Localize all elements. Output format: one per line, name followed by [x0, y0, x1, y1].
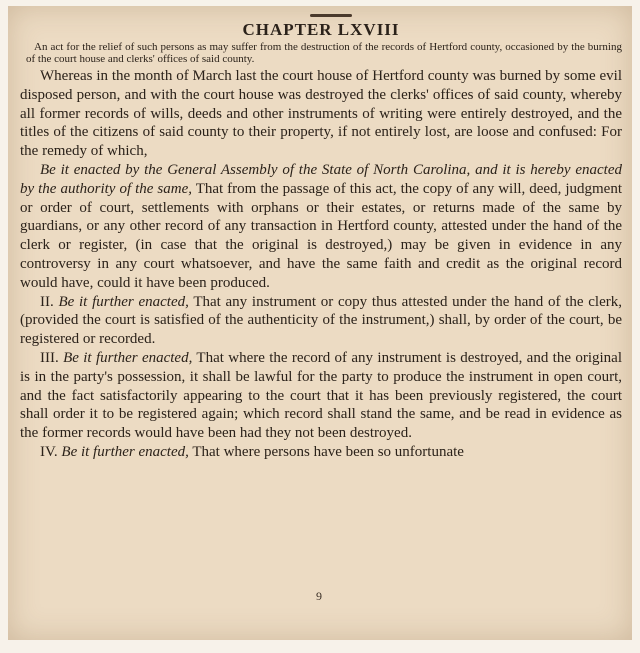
- section-3-paragraph: [20, 349, 622, 443]
- page-number: 9: [316, 589, 322, 603]
- enacting-clause: Be it further enacted,: [58, 293, 189, 310]
- section-1-paragraph: [20, 161, 622, 293]
- section-number: II.: [40, 293, 59, 310]
- act-summary: An act for the relief of such persons as may suffer from the destruction of the records of Hertford county, occasioned by the burning of the court house and clerks' offices of said county.: [26, 41, 622, 65]
- document-body: [20, 20, 622, 462]
- section-number: III.: [40, 349, 64, 366]
- section-2-paragraph: [20, 293, 622, 349]
- paragraph-text: That from the passage of this act, the copy of any will, deed, judgment or order of court, settlements with orphans or their estates, or returns made of the same by guardians, or any other record of any transaction in Hertford county, attested under the hand of the clerk or register, (in case that the original is destroyed,) may be given in evidence in any controversy in any court whatsoever, and have the same faith and credit as the original record would have, could it have been produced.: [20, 180, 622, 291]
- document-page: [8, 6, 632, 640]
- paragraph-text: That any instrument or copy thus attested under the hand of the clerk, (provided the court is satisfied of the authenticity of the instrument,) shall, by order of the court, be registered or recorded.: [20, 293, 622, 348]
- preamble-paragraph: [20, 67, 622, 161]
- paragraph-text: That where persons have been so unfortunate: [188, 443, 464, 460]
- paragraph-text: That where the record of any instrument is destroyed, and the original is in the party's possession, it shall be lawful for the party to produce the instrument in open court, and the fact satisfactorily appearing to the court that it has been previously registered, the court shall order it to be registered again; which record shall stand the same, and be read in evidence as the former records would have been had they not been destroyed.: [20, 349, 622, 442]
- chapter-title: CHAPTER LXVIII: [242, 20, 400, 39]
- enacting-clause: Be it enacted by the General Assembly of the State of North Carolina, and it is hereby enacted by the authority of the same,: [20, 161, 622, 197]
- header-ornament: [310, 14, 352, 17]
- section-number: IV.: [40, 443, 62, 460]
- enacting-clause: Be it further enacted,: [61, 443, 189, 460]
- paragraph-text: Whereas in the month of March last the court house of Hertford county was burned by some evil disposed person, and with the court house was destroyed the clerks' offices of said county, whereby all former records of wills, deeds and other instruments of writing were entirely destroyed, and the titles of the citizens of said county to their property, if not entirely lost, are loose and confused: For the remedy of which,: [20, 68, 622, 160]
- section-4-paragraph: [20, 443, 622, 462]
- enacting-clause: Be it further enacted,: [63, 349, 193, 366]
